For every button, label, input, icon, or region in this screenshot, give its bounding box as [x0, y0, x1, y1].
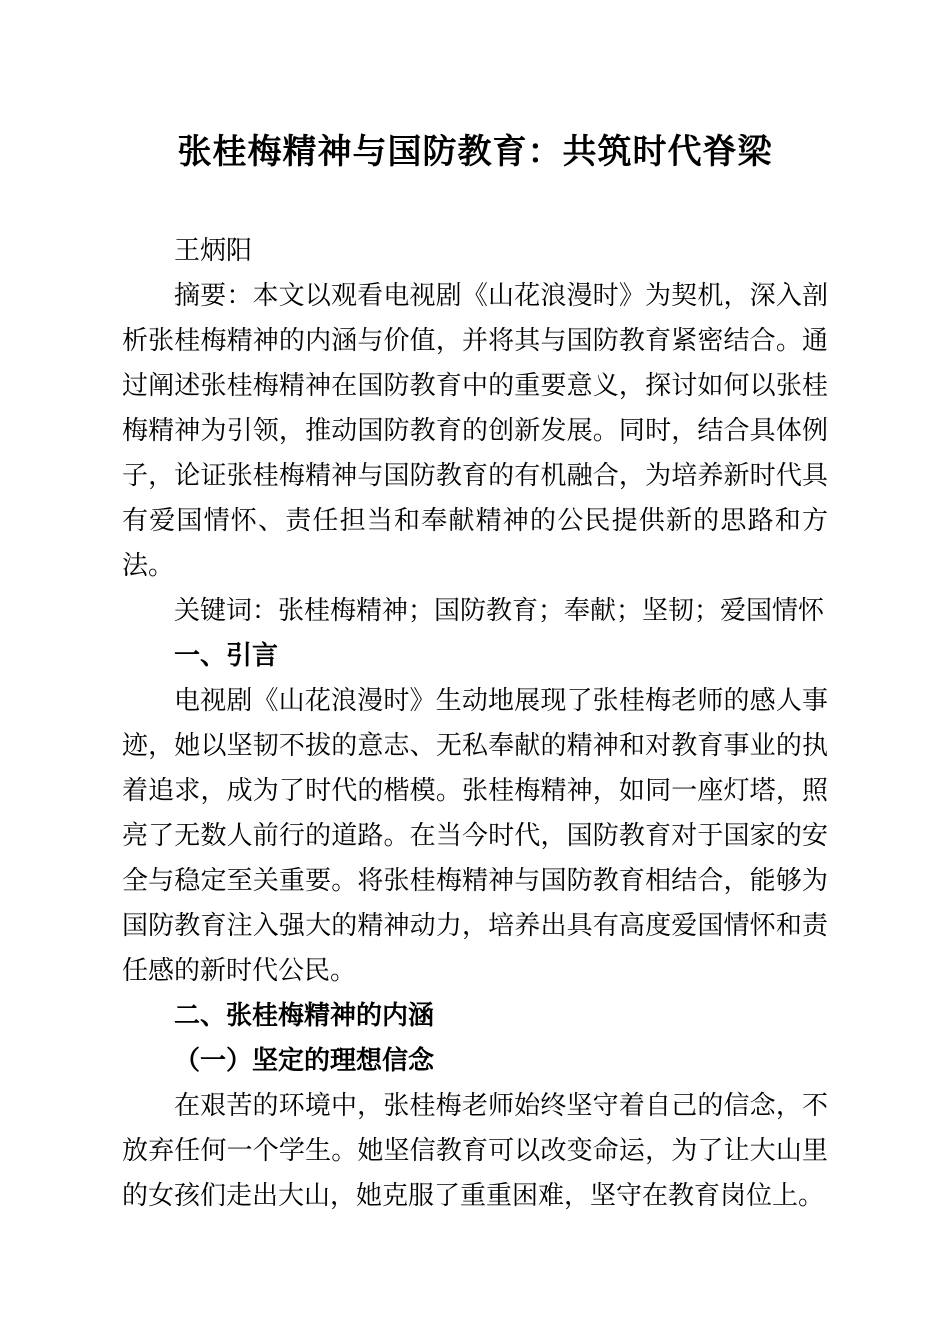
- introduction-paragraph: 电视剧《山花浪漫时》生动地展现了张桂梅老师的感人事迹，她以坚韧不拔的意志、无私奉献的精神和对教育事业的执着追求，成为了时代的楷模。张桂梅精神，如同一座灯塔，照亮了无数人前行的道路。在当今时代，国防教育对于国家的安全与稳定至关重要。将张桂梅精神与国防教育相结合，能够为国防教育注入强大的精神动力，培养出具有高度爱国情怀和责任感的新时代公民。: [122, 686, 828, 985]
- ideal-belief-paragraph: 在艰苦的环境中，张桂梅老师始终坚守着自己的信念，不放弃任何一个学生。她坚信教育可以改变命运，为了让大山里的女孩们走出大山，她克服了重重困难，坚守在教育岗位上。: [122, 1091, 828, 1210]
- section-heading-introduction: 一、引言: [174, 640, 279, 670]
- keywords-line: 关键词：张桂梅精神；国防教育；奉献；坚韧；爱国情怀: [174, 596, 825, 625]
- section-heading-spirit-connotation: 二、张桂梅精神的内涵: [174, 1000, 435, 1030]
- author-line: 王炳阳: [174, 236, 253, 265]
- document-title: 张桂梅精神与国防教育：共筑时代脊梁: [177, 134, 773, 171]
- subsection-heading-ideal-belief: （一）坚定的理想信念: [174, 1046, 435, 1075]
- abstract-paragraph: 摘要：本文以观看电视剧《山花浪漫时》为契机，深入剖析张桂梅精神的内涵与价值，并将其与国防教育紧密结合。通过阐述张桂梅精神在国防教育中的重要意义，探讨如何以张桂梅精神为引领，推动国防教育的创新发展。同时，结合具体例子，论证张桂梅精神与国防教育的有机融合，为培养新时代具有爱国情怀、责任担当和奉献精神的公民提供新的思路和方法。: [122, 281, 828, 580]
